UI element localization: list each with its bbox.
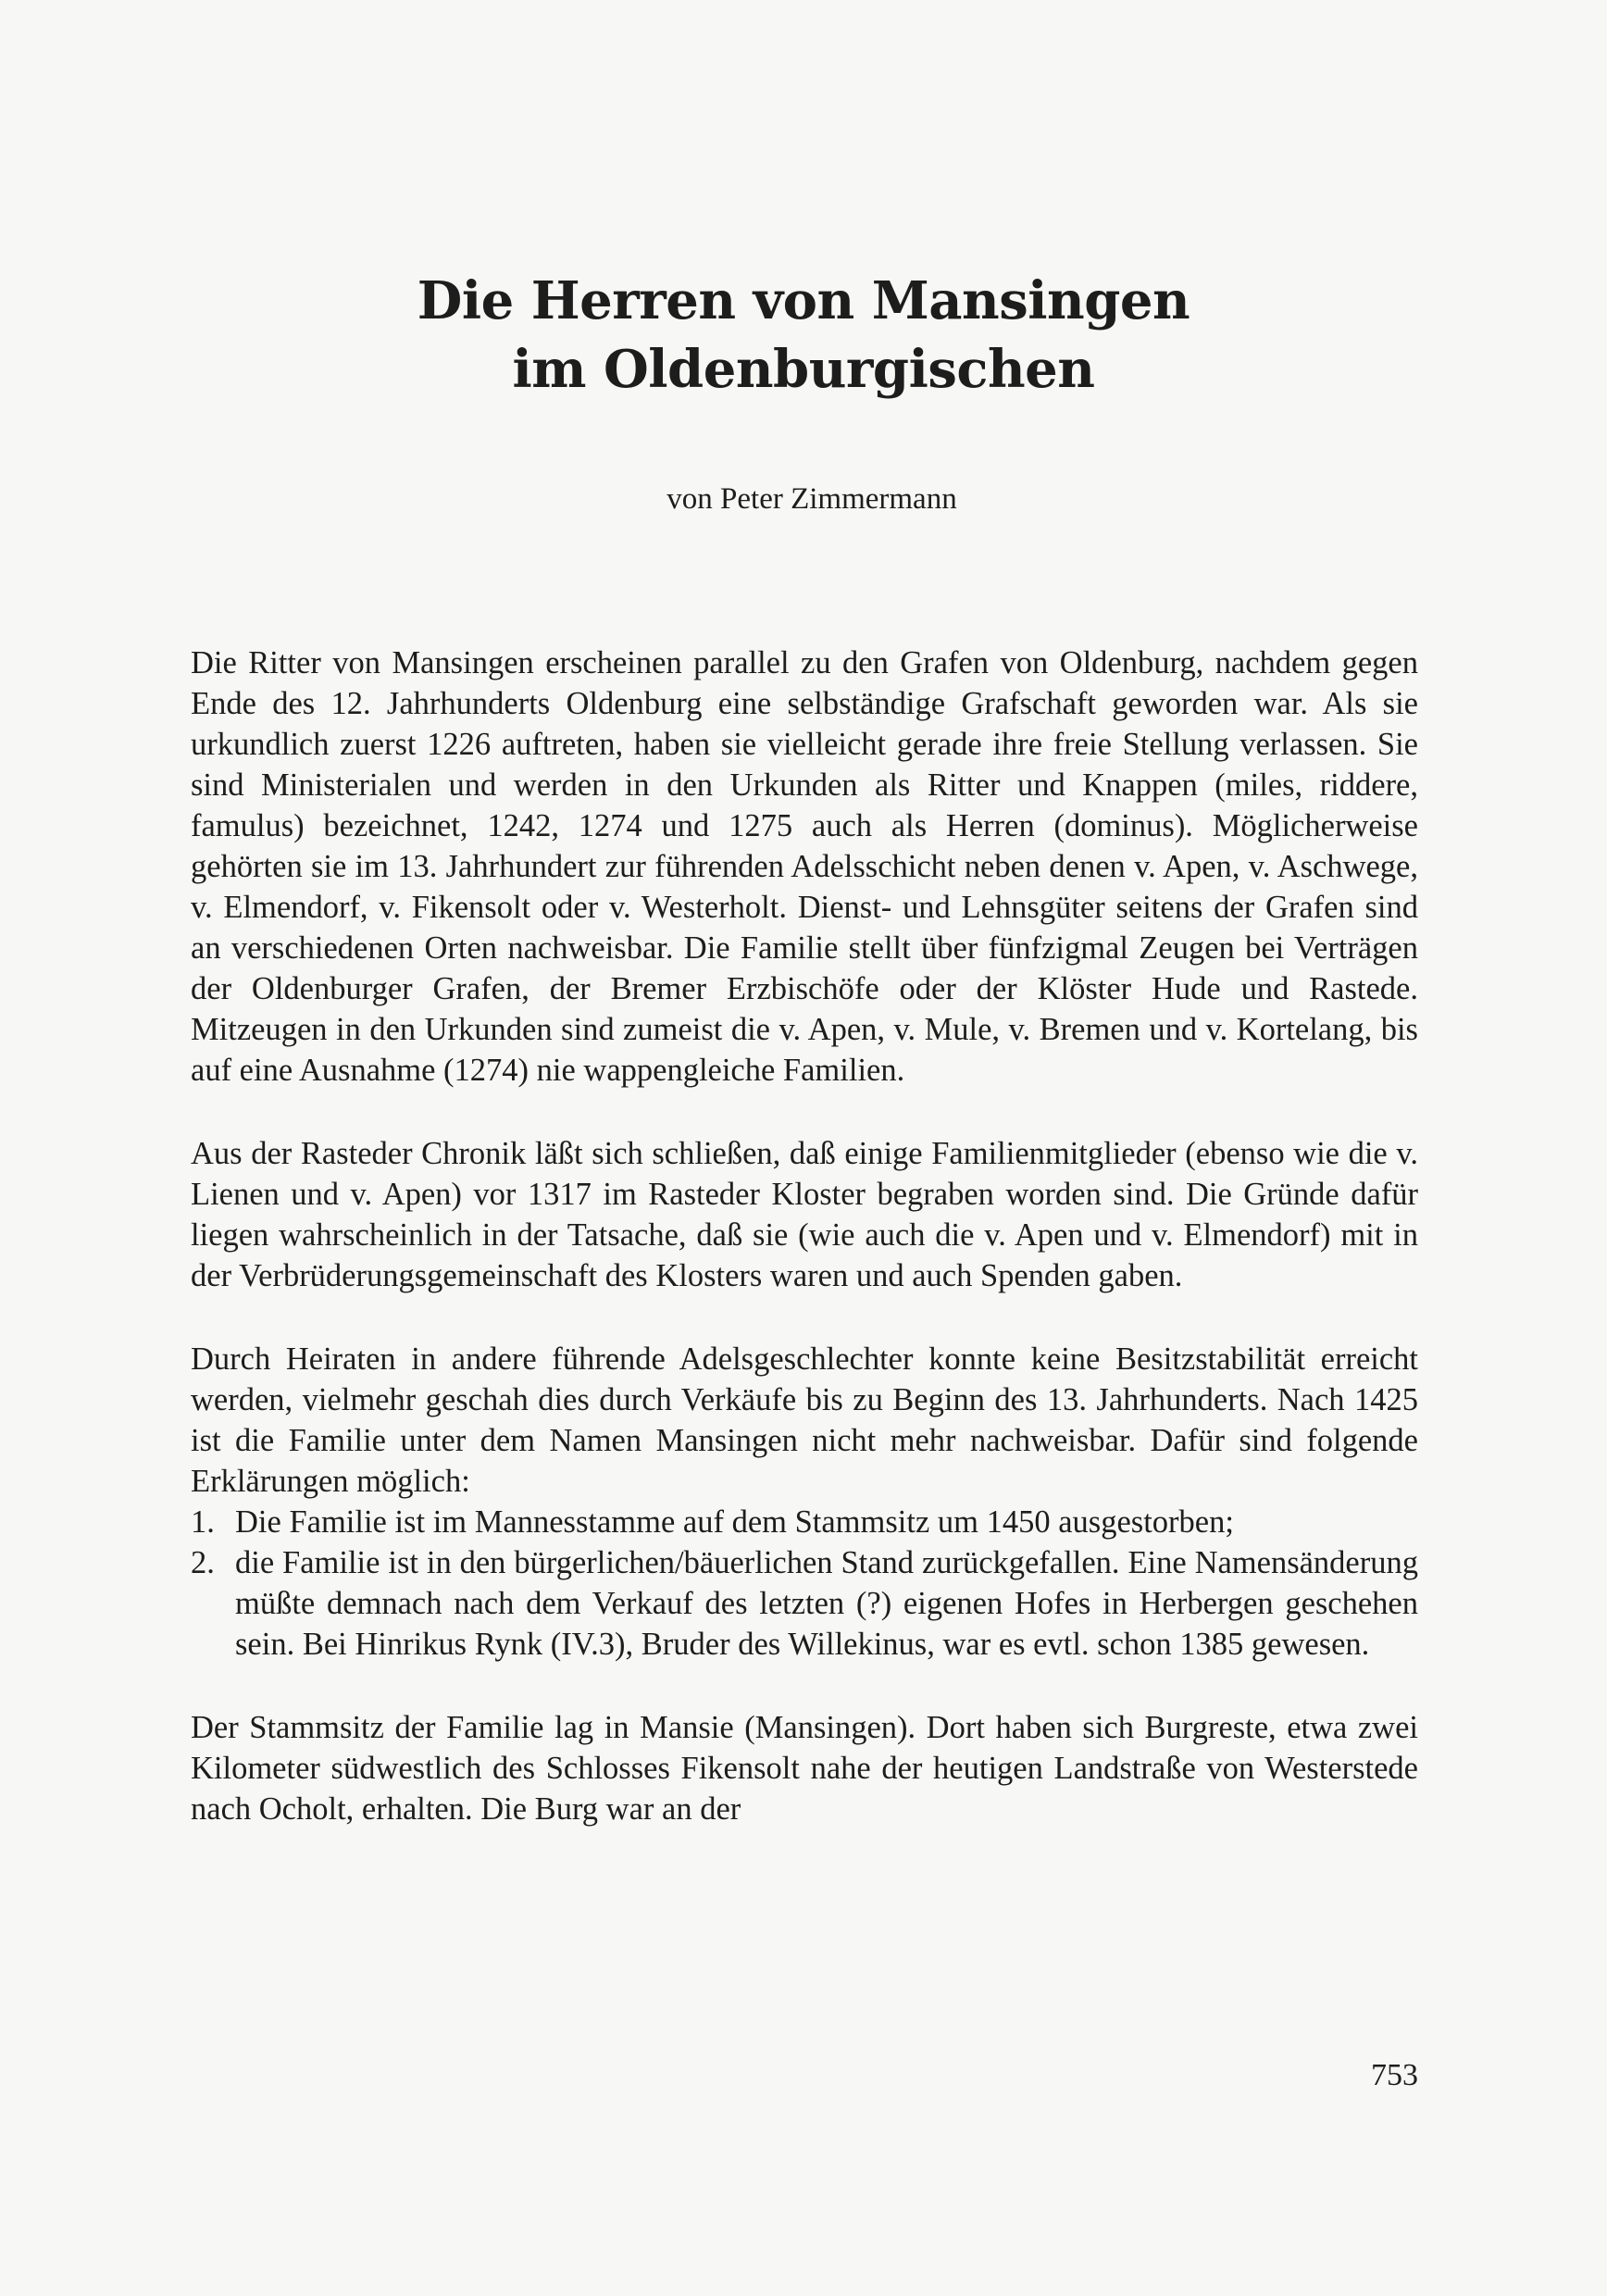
paragraph-3: Durch Heiraten in andere führende Adelsgeschlechter konnte keine Besitzstabilität erreicht werden, vielmehr geschah dies durch Verkäufe bis zu Beginn des 13. Jahrhunderts. Nach 1425 ist die Familie unter dem Namen Mansingen nicht mehr nachweisbar. Dafür sind folgende Erklärungen möglich:: [191, 1341, 1418, 1499]
list-item-number: 1.: [191, 1504, 215, 1540]
list-item-number: 2.: [191, 1545, 215, 1580]
paragraph-2: Aus der Rasteder Chronik läßt sich schließen, daß einige Familienmitglieder (ebenso wie die v. Lienen und v. Apen) vor 1317 im Rasteder Kloster begraben worden sind. Die Gründe dafür liegen wahrscheinlich in der Tatsache, daß sie (wie auch die v. Apen und v. Elmendorf) mit in der Verbrüderungsgemeinschaft des Klosters waren und auch Spenden gaben.: [191, 1136, 1418, 1293]
list-item-text: Die Familie ist im Mannesstamme auf dem Stammsitz um 1450 ausgestorben;: [235, 1504, 1234, 1540]
page-number: 753: [1371, 2058, 1418, 2092]
explanation-list: [191, 1502, 1418, 1665]
list-item-text: die Familie ist in den bürgerlichen/bäuerlichen Stand zurückgefallen. Eine Namensänderung müßte demnach nach dem Verkauf des letzten (?) eigenen Hofes in Herbergen geschehen sein. Bei Hinrikus Rynk (IV.3), Bruder des Willekinus, war es evtl. schon 1385 gewesen.: [235, 1545, 1418, 1662]
paragraph-4: Der Stammsitz der Familie lag in Mansie (Mansingen). Dort haben sich Burgreste, etwa zwei Kilometer südwestlich des Schlosses Fikensolt nahe der heutigen Landstraße von Westerstede nach Ocholt, erhalten. Die Burg war an der: [191, 1710, 1418, 1827]
article-title: [0, 267, 1607, 404]
author-line: von Peter Zimmermann: [666, 482, 957, 516]
list-item: [191, 1542, 1418, 1665]
title-line-1: Die Herren von Mansingen: [417, 270, 1190, 331]
title-line-2: im Oldenburgischen: [512, 339, 1095, 400]
list-item: [191, 1502, 1418, 1542]
paragraph-1: Die Ritter von Mansingen erscheinen parallel zu den Grafen von Oldenburg, nachdem gegen Ende des 12. Jahrhunderts Oldenburg eine selbständige Grafschaft geworden war. Als sie urkundlich zuerst 1226 auftreten, haben sie vielleicht gerade ihre freie Stellung verlassen. Sie sind Ministerialen und werden in den Urkunden als Ritter und Knappen (miles, riddere, famulus) bezeichnet, 1242, 1274 und 1275 auch als Herren (dominus). Möglicherweise gehörten sie im 13. Jahrhundert zur führenden Adelsschicht neben denen v. Apen, v. Aschwege, v. Elmendorf, v. Fikensolt oder v. Westerholt. Dienst- und Lehnsgüter seitens der Grafen sind an verschiedenen Orten nachweisbar. Die Familie stellt über fünfzigmal Zeugen bei Verträgen der Oldenburger Grafen, der Bremer Erzbischöfe oder der Klöster Hude und Rastede. Mitzeugen in den Urkunden sind zumeist die v. Apen, v. Mule, v. Bremen und v. Kortelang, bis auf eine Ausnahme (1274) nie wappengleiche Familien.: [191, 645, 1418, 1088]
article-body: [191, 643, 1418, 1872]
